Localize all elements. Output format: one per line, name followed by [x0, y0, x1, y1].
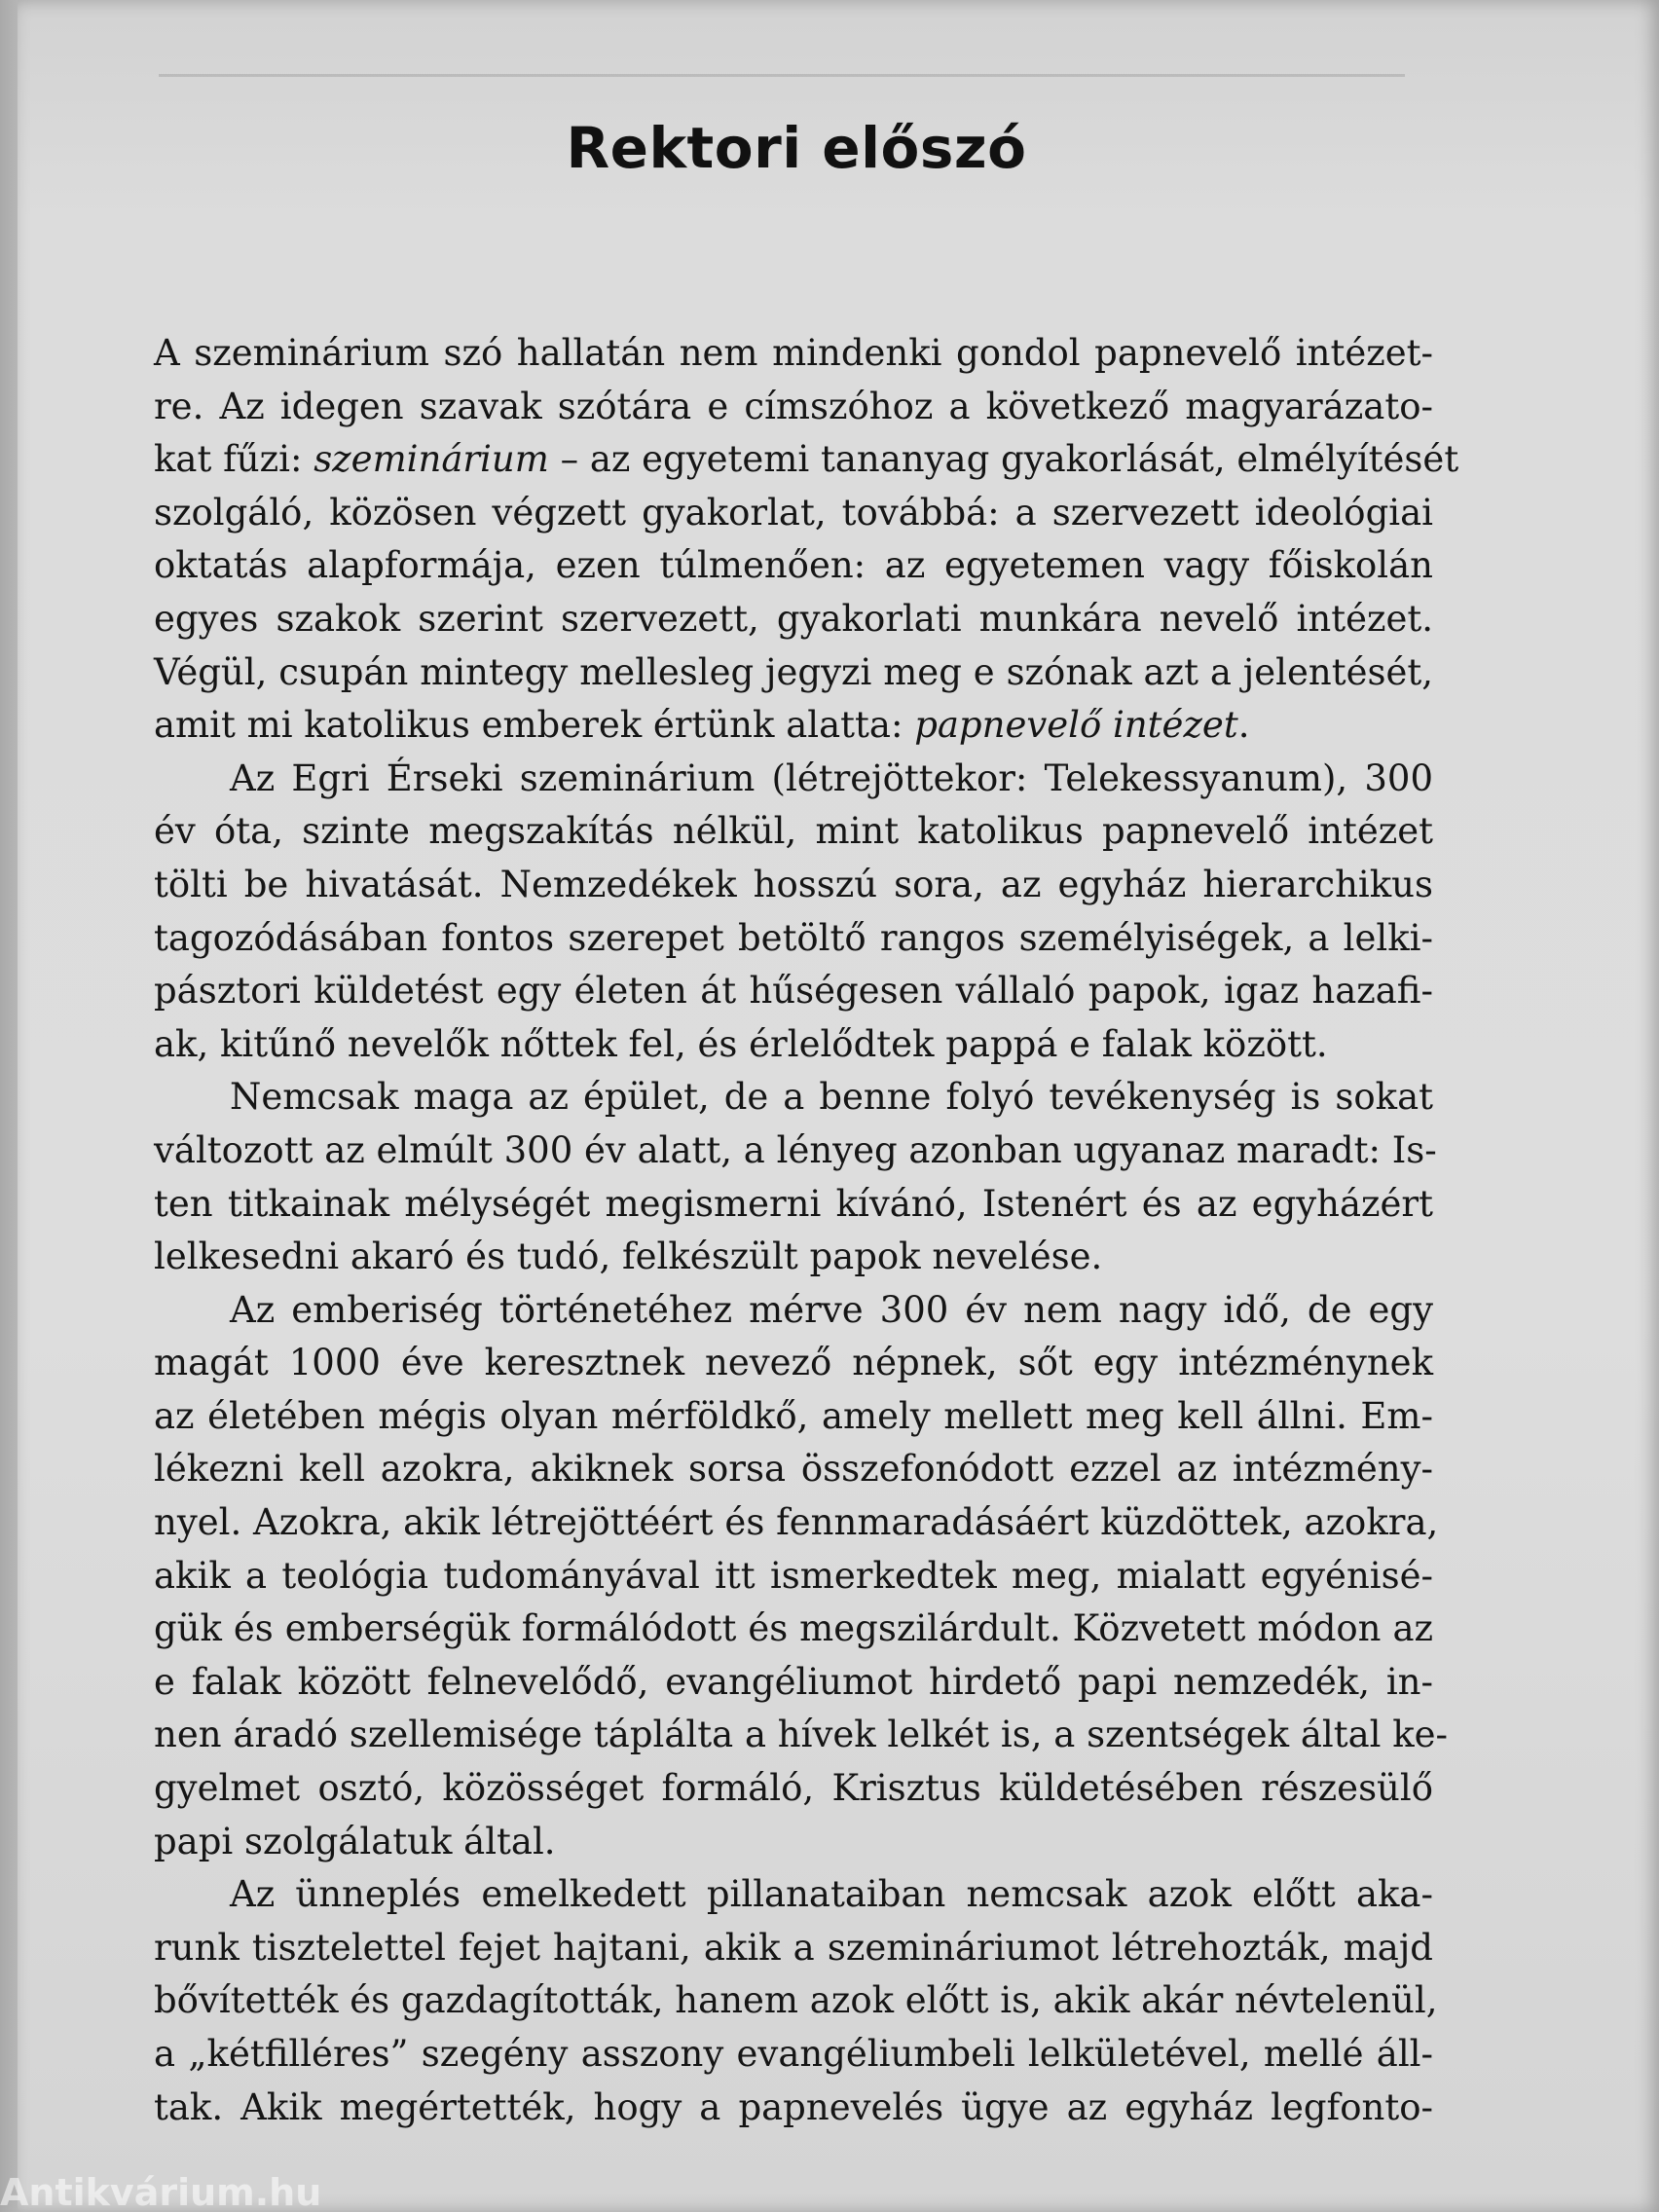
text-line: lelkesedni akaró és tudó, felkészült papok nevelése. [154, 1235, 1103, 1278]
text-line: gyelmet osztó, közösséget formáló, Krisztus küldetésében részesülő [154, 1767, 1433, 1810]
text-line: A szeminárium szó hallatán nem mindenki gondol papnevelő intézet- [154, 332, 1433, 374]
text-line: gük és emberségük formálódott és megszilárdult. Közvetett módon az [154, 1607, 1433, 1650]
text-line: az életében mégis olyan mérföldkő, amely mellett meg kell állni. Em- [154, 1394, 1433, 1437]
text-line: runk tisztelettel fejet hajtani, akik a szemináriumot létrehozták, majd [154, 1926, 1433, 1969]
text-line: pásztori küldetést egy életen át hűségesen vállaló papok, igaz hazafi- [154, 970, 1433, 1013]
text-line: tölti be hivatását. Nemzedékek hosszú sora, az egyház hierarchikus [154, 863, 1433, 905]
text-fragment: . [1237, 704, 1250, 747]
text-line: oktatás alapformája, ezen túlmenően: az egyetemen vagy főiskolán [154, 544, 1433, 587]
text-line: tak. Akik megértették, hogy a papnevelés ügye az egyház legfonto- [154, 2085, 1433, 2128]
paragraph-2 [154, 753, 1433, 1072]
text-line: magát 1000 éve keresztnek nevező népnek, sőt egy intézménynek [154, 1342, 1433, 1384]
bleed-through-header [159, 56, 1405, 77]
text-line: változott az elmúlt 300 év alatt, a lényeg azonban ugyanaz maradt: Is- [154, 1128, 1437, 1171]
body-text [154, 327, 1459, 2134]
text-line: ak, kitűnő nevelők nőttek fel, és érlelődtek pappá e falak között. [154, 1022, 1328, 1065]
text-line: szolgáló, közösen végzett gyakorlat, továbbá: a szervezett ideológiai [154, 491, 1433, 534]
text-fragment: amit mi katolikus emberek értünk alatta: [154, 704, 915, 747]
text-line: a „kétfilléres” szegény asszony evangéliumbeli lelkületével, mellé áll- [154, 2033, 1433, 2075]
text-line [154, 433, 1459, 487]
page-title: Rektori előszó [566, 115, 1027, 181]
text-line: bővítették és gazdagították, hanem azok előtt is, akik akár névtelenül, [154, 1979, 1438, 2022]
text-line: Az emberiség történetéhez mérve 300 év nem nagy idő, de egy [230, 1288, 1433, 1331]
text-line: lékezni kell azokra, akiknek sorsa összefonódott ezzel az intézmény- [154, 1448, 1433, 1491]
watermark: Antikvárium.hu [0, 2173, 322, 2212]
emphasis: szeminárium [313, 438, 549, 481]
text-line: Az Egri Érseki szeminárium (létrejöttekor: Telekessyanum), 300 [230, 756, 1433, 799]
text-line: akik a teológia tudományával itt ismerkedtek meg, mialatt egyénisé- [154, 1554, 1433, 1597]
emphasis: papnevelő intézet [914, 704, 1238, 747]
text-line: év óta, szinte megszakítás nélkül, mint katolikus papnevelő intézet [154, 810, 1433, 853]
paragraph-1 [154, 327, 1459, 753]
text-line: papi szolgálatuk által. [154, 1820, 556, 1862]
text-line: re. Az idegen szavak szótára e címszóhoz a következő magyarázato- [154, 385, 1433, 427]
paragraph-5 [154, 1868, 1438, 2134]
text-line: egyes szakok szerint szervezett, gyakorlati munkára nevelő intézet. [154, 597, 1433, 640]
text-line: e falak között felnevelődő, evangéliumot hirdető papi nemzedék, in- [154, 1660, 1433, 1703]
paragraph-4 [154, 1284, 1449, 1869]
text-line: Nemcsak maga az épület, de a benne folyó tevékenység is sokat [230, 1076, 1433, 1119]
text-line: Az ünneplés emelkedett pillanataiban nemcsak azok előtt aka- [230, 1873, 1433, 1916]
text-fragment: – az egyetemi tananyag gyakorlását, elmélyítését [548, 438, 1459, 481]
text-line [154, 699, 1433, 753]
text-line: Végül, csupán mintegy mellesleg jegyzi meg e szónak azt a jelentését, [154, 650, 1433, 693]
paragraph-3 [154, 1071, 1437, 1283]
text-line: tagozódásában fontos szerepet betöltő rangos személyiségek, a lelki- [154, 916, 1433, 959]
text-line: nyel. Azokra, akik létrejöttéért és fennmaradásáért küzdöttek, azokra, [154, 1501, 1439, 1544]
text-fragment: kat fűzi: [154, 438, 314, 481]
book-page [18, 0, 1659, 2212]
text-line: ten titkainak mélységét megismerni kívánó, Istenért és az egyházért [154, 1182, 1433, 1225]
text-line: nen áradó szellemisége táplálta a hívek lelkét is, a szentségek által ke- [154, 1714, 1449, 1756]
